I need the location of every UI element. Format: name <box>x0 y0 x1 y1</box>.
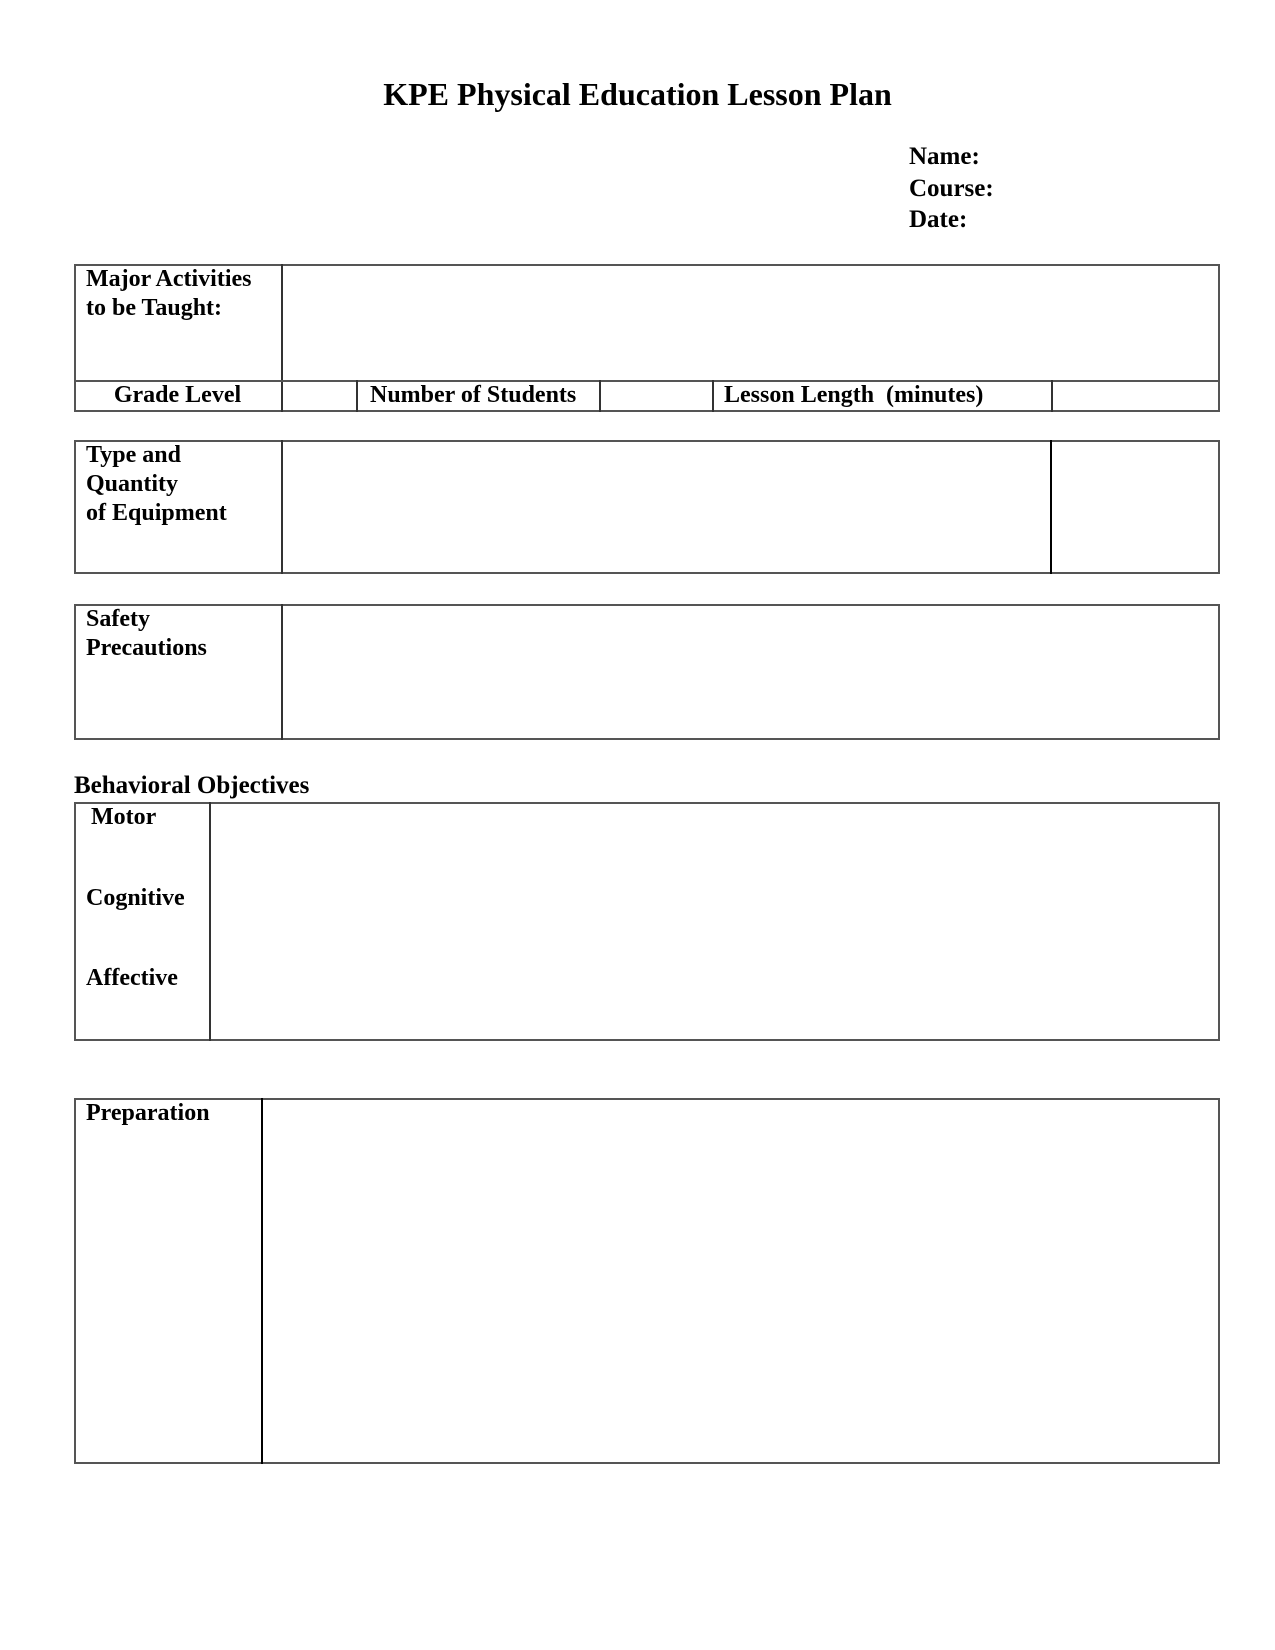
cognitive-label: Cognitive <box>86 885 185 911</box>
equipment-label-line1: Type and <box>86 442 181 468</box>
motor-label: Motor <box>91 804 157 830</box>
equipment-type-field[interactable] <box>283 442 1048 572</box>
affective-label: Affective <box>86 965 178 991</box>
safety-field[interactable] <box>283 606 1218 738</box>
info-divider-3 <box>712 380 714 412</box>
info-divider-1 <box>356 380 358 412</box>
preparation-field[interactable] <box>263 1100 1218 1462</box>
safety-label-line2: Precautions <box>86 635 207 661</box>
activities-label-line1: Major Activities <box>86 266 252 292</box>
lesson-length-field[interactable] <box>1053 382 1218 410</box>
equipment-label-line3: of Equipment <box>86 500 227 526</box>
activities-label-line2: to be Taught: <box>86 295 223 321</box>
safety-label-line1: Safety <box>86 606 150 632</box>
equipment-label-line2: Quantity <box>86 471 179 497</box>
num-students-label: Number of Students <box>370 382 577 408</box>
grade-level-label: Grade Level <box>113 382 242 408</box>
activities-field[interactable] <box>283 266 1218 379</box>
num-students-field[interactable] <box>601 382 711 410</box>
course-label: Course: <box>909 175 994 202</box>
page-title: KPE Physical Education Lesson Plan <box>383 76 892 112</box>
behavioral-objectives-heading: Behavioral Objectives <box>74 772 310 799</box>
grade-level-field[interactable] <box>283 382 355 410</box>
name-label: Name: <box>909 143 980 170</box>
lesson-length-label: Lesson Length (minutes) <box>724 382 984 408</box>
date-label: Date: <box>909 206 968 233</box>
behavioral-objectives-field[interactable] <box>211 804 1218 1039</box>
equipment-quantity-field[interactable] <box>1052 442 1218 572</box>
preparation-label: Preparation <box>86 1100 210 1126</box>
